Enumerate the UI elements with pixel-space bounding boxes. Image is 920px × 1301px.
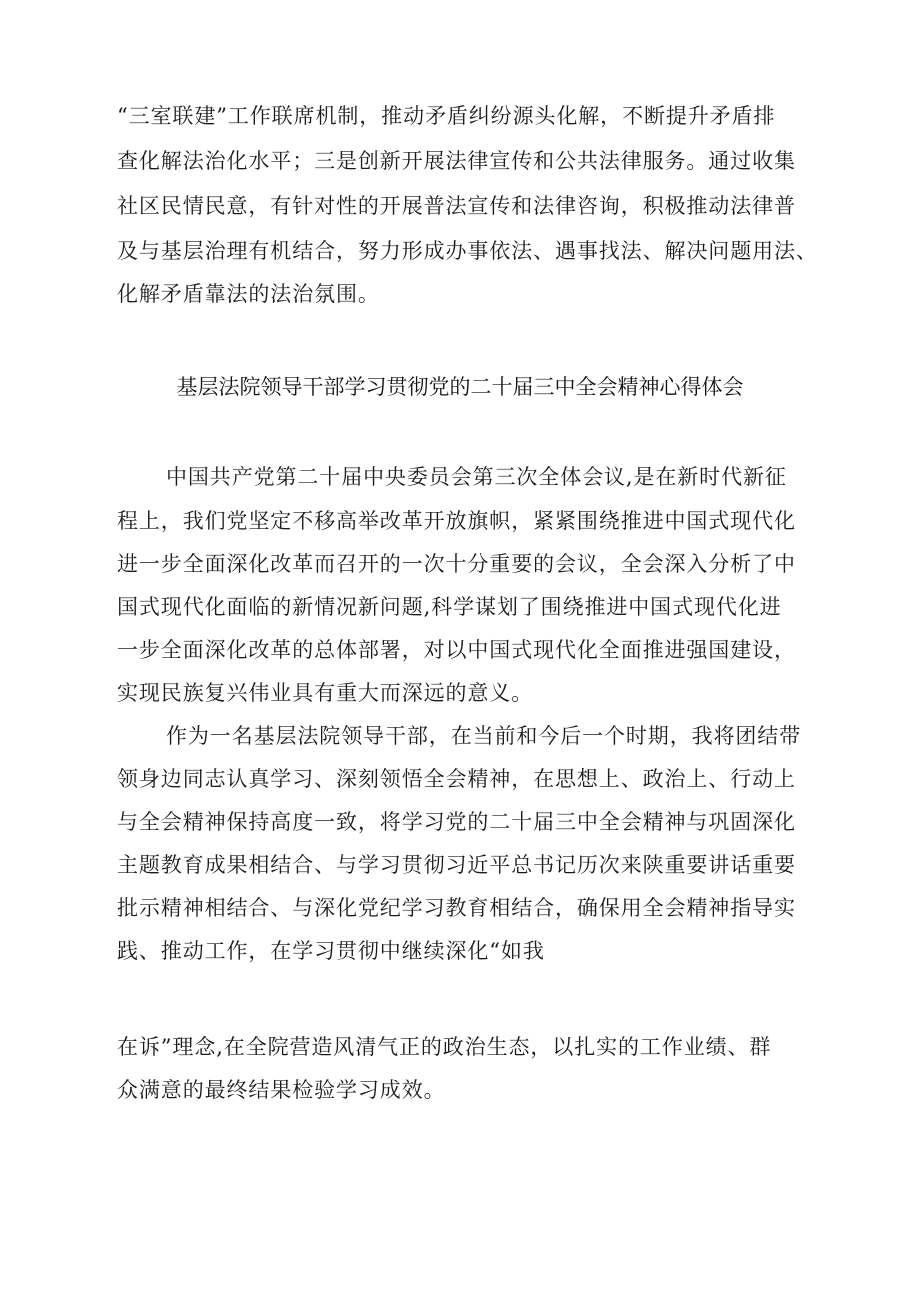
paragraph-1-line-3: 进一步全面深化改革而召开的一次十分重要的会议，全会深入分析了中 <box>117 552 796 576</box>
intro-line-2: 查化解法治化水平；三是创新开展法律宣传和公共法律服务。通过收集 <box>117 149 796 173</box>
intro-line-1: “三室联建”工作联席机制，推动矛盾纠纷源头化解，不断提升矛盾排 <box>117 104 776 128</box>
paragraph-2-line-2: 领身边同志认真学习、深刻领悟全会精神，在思想上、政治上、行动上 <box>117 767 796 791</box>
paragraph-2-line-1: 作为一名基层法院领导干部，在当前和今后一个时期，我将团结带 <box>166 724 802 748</box>
paragraph-1-line-2: 程上，我们党坚定不移高举改革开放旗帜，紧紧围绕推进中国式现代化 <box>117 509 796 533</box>
section-title: 基层法院领导干部学习贯彻党的二十届三中全会精神心得体会 <box>176 375 744 399</box>
paragraph-2-line-6: 践、推动工作，在学习贯彻中继续深化“如我 <box>117 939 545 963</box>
paragraph-1-line-6: 实现民族复兴伟业具有重大而深远的意义。 <box>117 681 534 705</box>
intro-line-4: 及与基层治理有机结合，努力形成办事依法、遇事找法、解决问题用法、 <box>117 239 818 263</box>
intro-line-3: 社区民情民意，有针对性的开展普法宣传和法律咨询，积极推动法律普 <box>117 194 796 218</box>
paragraph-3-line-1: 在诉”理念,在全院营造风清气正的政治生态，以扎实的工作业绩、群 <box>117 1035 772 1059</box>
paragraph-1-line-5: 一步全面深化改革的总体部署，对以中国式现代化全面推进强国建设， <box>117 638 796 662</box>
paragraph-1-line-4: 国式现代化面临的新情况新问题,科学谋划了围绕推进中国式现代化进 <box>117 595 782 619</box>
paragraph-2-line-4: 主题教育成果相结合、与学习贯彻习近平总书记历次来陕重要讲话重要 <box>117 853 796 877</box>
intro-line-5: 化解矛盾靠法的法治氛围。 <box>117 282 380 306</box>
paragraph-3-line-2: 众满意的最终结果检验学习成效。 <box>117 1078 446 1102</box>
paragraph-2-line-5: 批示精神相结合、与深化党纪学习教育相结合，确保用全会精神指导实 <box>117 896 796 920</box>
paragraph-1-line-1: 中国共产党第二十届中央委员会第三次全体会议,是在新时代新征 <box>166 465 787 489</box>
paragraph-2-line-3: 与全会精神保持高度一致，将学习党的二十届三中全会精神与巩固深化 <box>117 810 796 834</box>
